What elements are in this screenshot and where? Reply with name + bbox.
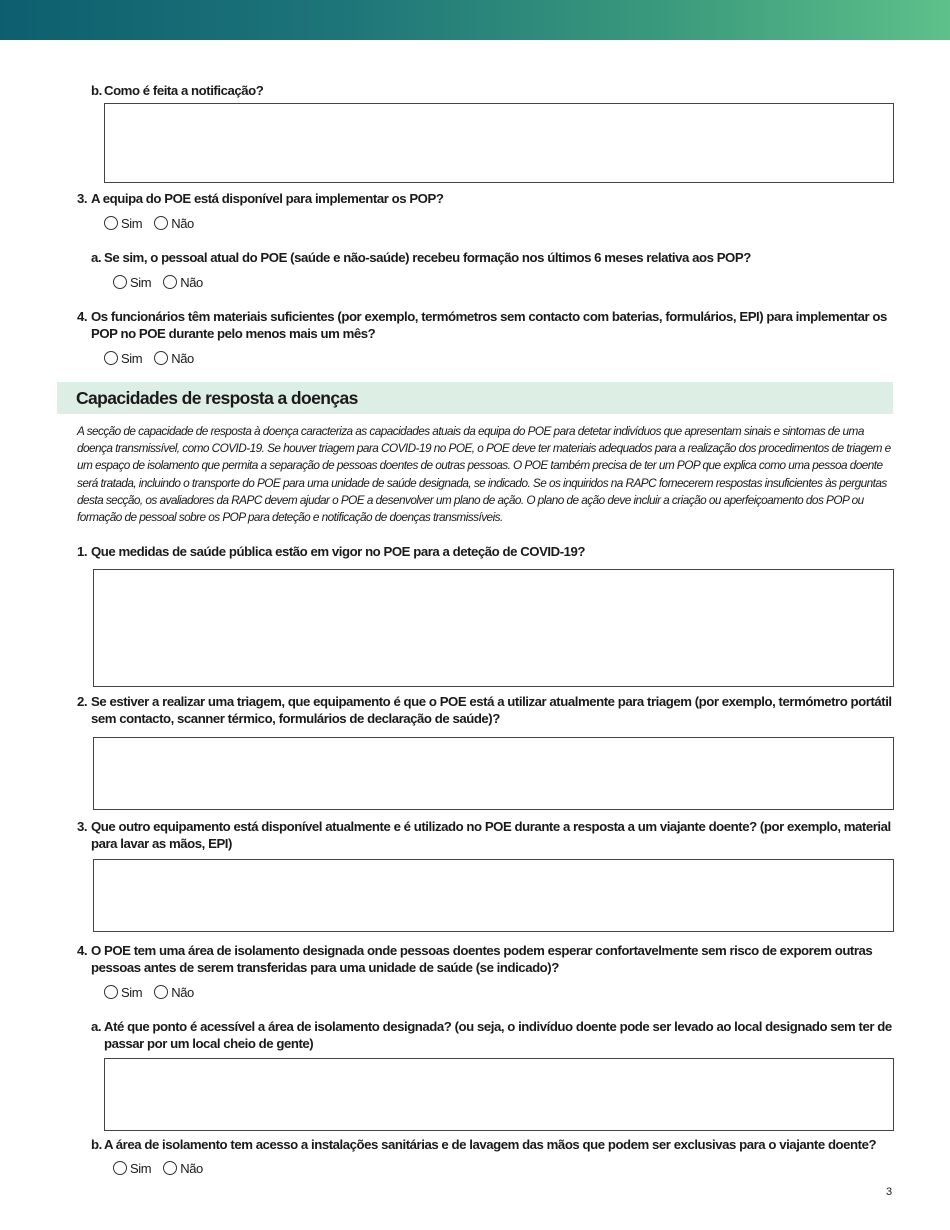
radio-group-3 [104, 214, 206, 232]
option-label: Sim [121, 215, 143, 231]
option-sim[interactable] [104, 351, 142, 366]
question-text: O POE tem uma área de isolamento designada onde pessoas doentes podem esperar confortavelmente sem risco de exporem outras pessoas antes de serem transferidas para uma unidade de saúde (se indicado)? [91, 943, 873, 975]
question-number: 3. [77, 819, 88, 834]
option-nao[interactable] [163, 275, 203, 290]
option-nao[interactable] [154, 351, 194, 366]
option-label: Sim [130, 274, 152, 290]
question-text: Se sim, o pessoal atual do POE (saúde e não-saúde) recebeu formação nos últimos 6 meses relativa aos POP? [104, 250, 751, 265]
radio-circle[interactable] [104, 985, 118, 999]
answer-field-2b[interactable] [104, 103, 894, 183]
question-text: Como é feita a notificação? [104, 83, 264, 98]
radio-group-s4b [113, 1159, 215, 1177]
question-number: 2. [77, 694, 88, 709]
question-number: 4. [77, 943, 88, 958]
question-number: 3. [77, 191, 88, 206]
question-number: a. [91, 250, 102, 265]
option-label: Sim [130, 1160, 152, 1176]
section-question-2 [77, 693, 895, 727]
section-question-4 [77, 942, 895, 976]
section-header [57, 382, 893, 414]
option-sim[interactable] [104, 216, 142, 231]
radio-circle[interactable] [163, 1161, 177, 1175]
answer-field-s3[interactable] [93, 859, 894, 932]
option-nao[interactable] [163, 1161, 203, 1176]
radio-group-3a [113, 273, 215, 291]
radio-circle[interactable] [154, 351, 168, 365]
option-label: Não [180, 274, 203, 290]
question-3a [91, 249, 891, 266]
question-text: Se estiver a realizar uma triagem, que equipamento é que o POE está a utilizar atualmente para triagem (por exemplo, termómetro portátil sem contacto, scanner térmico, formulários de declaração de saúde)? [91, 694, 892, 726]
radio-circle[interactable] [163, 275, 177, 289]
radio-circle[interactable] [154, 985, 168, 999]
question-number: 4. [77, 309, 88, 324]
radio-group-4 [104, 349, 206, 367]
question-number: b. [91, 1137, 102, 1152]
radio-circle[interactable] [113, 1161, 127, 1175]
section-title: Capacidades de resposta a doenças [76, 388, 358, 408]
radio-circle[interactable] [104, 351, 118, 365]
option-label: Não [171, 350, 194, 366]
radio-circle[interactable] [113, 275, 127, 289]
section-question-4a [91, 1018, 893, 1052]
question-number: b. [91, 83, 102, 98]
question-text: Os funcionários têm materiais suficientes (por exemplo, termómetros sem contacto com baterias, formulários, EPI) para implementar os POP no POE durante pelo menos mais um mês? [91, 309, 887, 341]
option-sim[interactable] [113, 275, 151, 290]
radio-circle[interactable] [154, 216, 168, 230]
question-number: a. [91, 1019, 102, 1034]
question-2b [91, 82, 891, 99]
option-label: Não [171, 215, 194, 231]
option-label: Sim [121, 984, 143, 1000]
option-nao[interactable] [154, 216, 194, 231]
option-label: Não [171, 984, 194, 1000]
section-question-1 [77, 543, 892, 560]
answer-field-s1[interactable] [93, 569, 894, 687]
question-text: Que outro equipamento está disponível atualmente e é utilizado no POE durante a resposta a um viajante doente? (por exemplo, material para lavar as mãos, EPI) [91, 819, 891, 851]
radio-circle[interactable] [104, 216, 118, 230]
page-number: 3 [886, 1186, 893, 1198]
question-4 [77, 308, 895, 342]
section-question-3 [77, 818, 895, 852]
section-question-4b [91, 1136, 893, 1153]
question-text: A equipa do POE está disponível para implementar os POP? [91, 191, 444, 206]
option-sim[interactable] [113, 1161, 151, 1176]
question-text: Até que ponto é acessível a área de isolamento designada? (ou seja, o indivíduo doente pode ser levado ao local designado sem ter de passar por um local cheio de gente) [104, 1019, 892, 1051]
option-label: Sim [121, 350, 143, 366]
answer-field-s4a[interactable] [104, 1058, 894, 1131]
question-text: A área de isolamento tem acesso a instalações sanitárias e de lavagem das mãos que podem ser exclusivas para o viajante doente? [104, 1137, 877, 1152]
question-text: Que medidas de saúde pública estão em vigor no POE para a deteção de COVID-19? [91, 544, 586, 559]
option-nao[interactable] [154, 985, 194, 1000]
question-number: 1. [77, 544, 88, 559]
option-label: Não [180, 1160, 203, 1176]
section-intro: A secção de capacidade de resposta à doença caracteriza as capacidades atuais da equipa do POE para detetar indivíduos que apresentam sinais e sintomas de uma doença transmissível, como COVID-19. Se houver triagem para COVID-19 no POE, o POE deve ter materiais adequados para a realização dos procedimentos de triagem e um espaço de isolamento que permita a separação de pessoas doentes de outras pessoas. O POE também precisa de ter um POP que explica como uma pessoa doente será tratada, incluindo o transporte do POE para uma unidade de saúde designada, se indicado. Se os inquiridos na RAPC fornecerem respostas insuficientes às perguntas desta secção, os avaliadores da RAPC devem ajudar o POE a desenvolver um plano de ação. O plano de ação deve incluir a criação ou aperfeiçoamento dos POP ou formação de pessoal sobre os POP para deteção e notificação de doenças transmissíveis. [77, 424, 891, 525]
answer-field-s2[interactable] [93, 737, 894, 810]
header-gradient-bar [0, 0, 950, 40]
radio-group-s4 [104, 983, 206, 1001]
question-3 [77, 190, 892, 207]
option-sim[interactable] [104, 985, 142, 1000]
